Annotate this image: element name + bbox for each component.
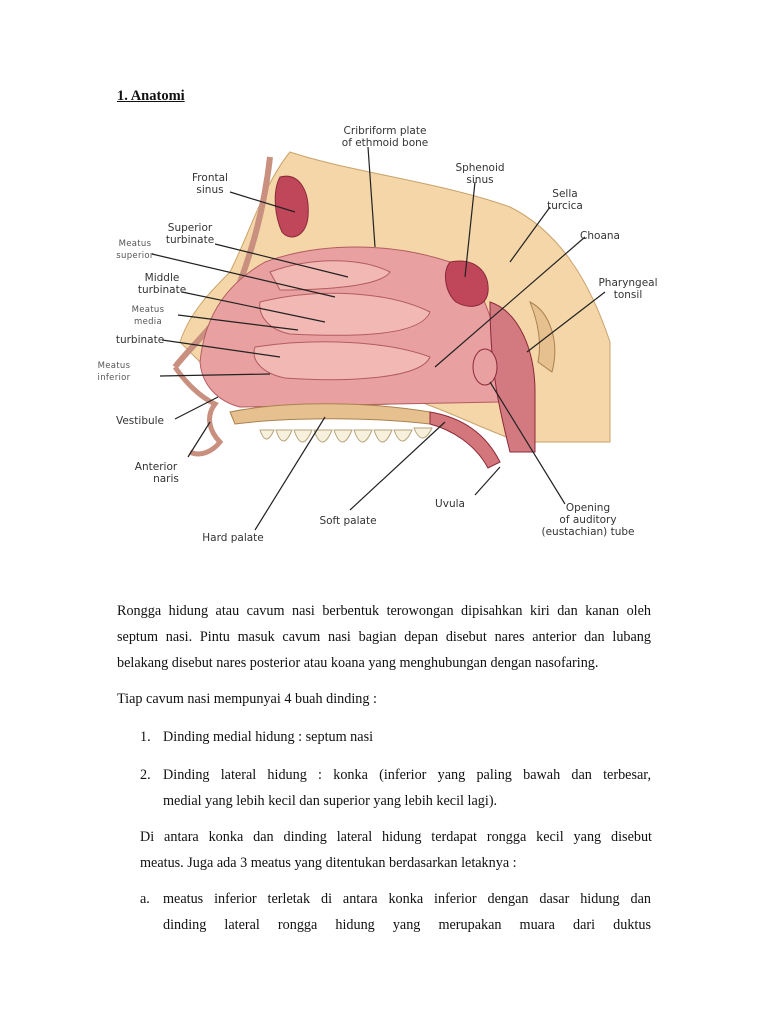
label-sella-2: turcica	[547, 200, 583, 212]
paragraph-dinding: Tiap cavum nasi mempunyai 4 buah dinding :	[117, 691, 377, 707]
label-hard-palate: Hard palate	[202, 532, 264, 544]
nasal-anatomy-figure	[90, 112, 680, 562]
label-frontal-2: sinus	[196, 184, 224, 196]
label-choana: Choana	[580, 230, 620, 242]
list-line: Dinding medial hidung : septum nasi	[163, 729, 374, 745]
label-turbinate: turbinate	[115, 334, 165, 346]
label-opening-1: Opening	[565, 502, 611, 514]
paragraph-line: Rongga hidung atau cavum nasi berbentuk terowongan dipisahkan kiri dan kanan oleh	[117, 603, 651, 619]
list-marker: 2.	[140, 767, 151, 783]
label-meatus-inferior-1: Meatus	[97, 361, 131, 371]
paragraph-cavum-nasi	[117, 598, 651, 676]
label-sphenoid-2: sinus	[466, 174, 494, 186]
paragraph-line: belakang disebut nares posterior atau koana yang menghubungan dengan nasofaring.	[117, 655, 599, 671]
label-soft-palate: Soft palate	[319, 515, 377, 527]
list-text	[163, 886, 651, 938]
label-middle-turbinate-2: turbinate	[137, 284, 187, 296]
label-meatus-inferior-2: inferior	[97, 373, 131, 383]
list-line: medial yang lebih kecil dan superior yang lebih kecil lagi).	[163, 793, 498, 809]
label-meatus-superior-2: superior	[116, 251, 154, 261]
label-sphenoid-1: Sphenoid	[455, 162, 505, 174]
label-cribriform-1: Cribriform plate	[343, 125, 427, 137]
label-pharyngeal-2: tonsil	[613, 289, 643, 301]
paragraph-line: Di antara konka dan dinding lateral hidung terdapat rongga kecil yang disebut	[140, 829, 652, 845]
label-sella-1: Sella	[552, 188, 578, 200]
label-uvula: Uvula	[435, 498, 465, 510]
list-line: meatus inferior terletak di antara konka inferior dengan dasar hidung dan	[163, 891, 651, 907]
label-anterior-naris-2: naris	[153, 473, 179, 485]
label-anterior-naris-1: Anterior	[134, 461, 178, 473]
label-superior-turbinate-1: Superior	[167, 222, 213, 234]
label-opening-2: of auditory	[559, 514, 617, 526]
label-middle-turbinate-1: Middle	[144, 272, 180, 284]
list-line: dinding lateral rongga hidung yang merupakan muara dari duktus	[163, 917, 651, 933]
label-superior-turbinate-2: turbinate	[165, 234, 215, 246]
list-text	[163, 724, 651, 750]
list-marker: 1.	[140, 729, 151, 745]
teeth	[260, 428, 432, 442]
label-meatus-media-1: Meatus	[131, 305, 165, 315]
label-frontal-1: Frontal	[192, 172, 228, 184]
label-pharyngeal-1: Pharyngeal	[598, 277, 658, 289]
label-cribriform-2: of ethmoid bone	[341, 137, 429, 149]
label-meatus-superior-1: Meatus	[118, 239, 152, 249]
paragraph-meatus	[140, 824, 652, 876]
paragraph-line: septum nasi. Pintu masuk cavum nasi bagian depan disebut nares anterior dan lubang	[117, 629, 651, 645]
list-marker: a.	[140, 891, 150, 907]
label-opening-3: (eustachian) tube	[541, 526, 635, 538]
nasal-anatomy-illustration	[90, 112, 680, 562]
list-text	[163, 762, 651, 814]
paragraph-line: meatus. Juga ada 3 meatus yang ditentukan berdasarkan letaknya :	[140, 855, 517, 871]
list-line: Dinding lateral hidung : konka (inferior yang paling bawah dan terbesar,	[163, 767, 651, 783]
label-vestibule: Vestibule	[115, 415, 165, 427]
section-heading: 1. Anatomi	[117, 88, 185, 104]
auditory-tube-opening	[473, 349, 497, 385]
label-meatus-media-2: media	[134, 317, 162, 327]
